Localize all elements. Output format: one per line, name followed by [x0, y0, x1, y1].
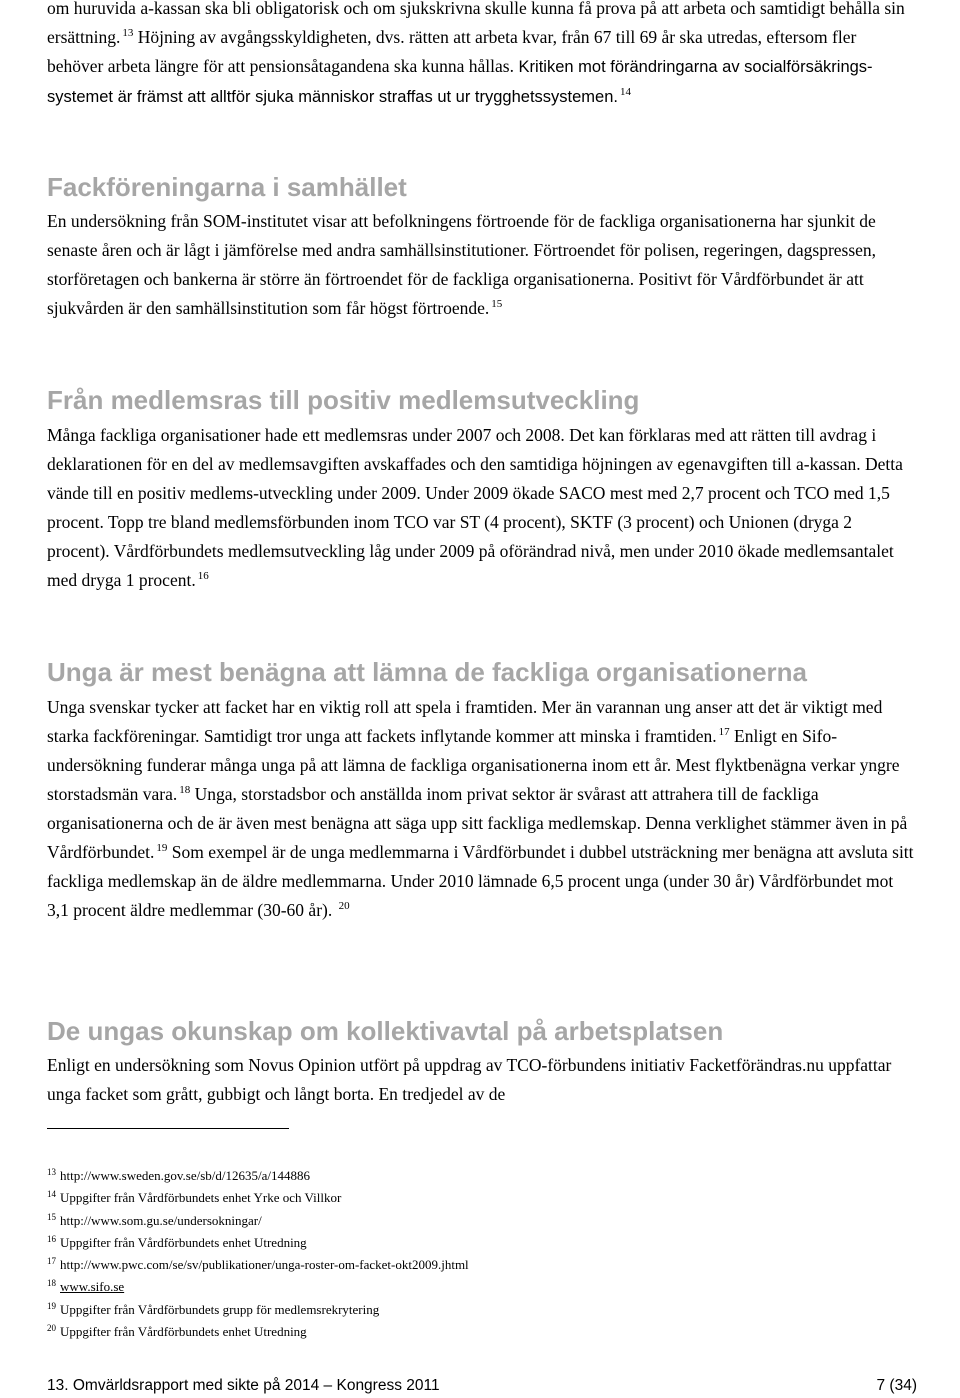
- fackforeningar-paragraph: [47, 207, 917, 323]
- footnote-ref-17: 17: [718, 726, 730, 738]
- heading-medlemsras: Från medlemsras till positiv medlemsutveckling: [47, 385, 640, 415]
- footnote-ref-20: 20: [338, 900, 350, 912]
- footnote-ref-14: 14: [619, 86, 631, 98]
- footnote-17: $^{17}$ http://www.pwc.com/se/sv/publikationer/unga-roster-om-facket-okt2009.jhtml: [47, 1256, 469, 1273]
- footnote-13-text: http://www.sweden.gov.se/sb/d/12635/a/144886: [60, 1168, 310, 1183]
- footnotes: [47, 1163, 917, 1341]
- footnote-20: $^{20}$ Uppgifter från Vårdförbundets enhet Utredning: [47, 1323, 307, 1340]
- page-footer: [47, 1376, 917, 1396]
- footnote-19: $^{19}$ Uppgifter från Vårdförbundets grupp för medlemsrekrytering: [47, 1300, 380, 1317]
- intro-text-a: om huruvida a-kassan ska bli obligatorisk och om sjukskrivna skulle kunna få prova på att arbeta och samtidigt behålla sin ersättning.: [47, 0, 905, 47]
- footnote-ref-15: 15: [491, 298, 503, 310]
- footnote-divider: [47, 1128, 289, 1129]
- intro-text-c: Kritiken mot förändringarna av socialförsäkrings-systemet är främst att alltför sjuka människor straffas ut ur trygghetssystemen.: [47, 58, 873, 106]
- heading-unga: Unga är mest benägna att lämna de fackliga organisationerna: [47, 657, 807, 687]
- unga-text-b: Enligt en Sifo-undersökning funderar många unga på att lämna de fackliga organisationerna inom ett år. Mest flyktbenägna verkar yngre storstadsmän vara.: [47, 726, 900, 804]
- footnote-15-text: http://www.som.gu.se/undersokningar/: [60, 1212, 262, 1228]
- unga-text-a: Unga svenskar tycker att facket har en viktig roll att spela i framtiden. Mer än varannan ung anser att det är viktigt med starka fackföreningar. Samtidigt tror unga att fackets inflytande kommer att minska i framtiden.: [47, 697, 883, 746]
- footnote-18: $^{18}$ www.sifo.se: [47, 1278, 125, 1295]
- heading-kollektivavtal: De ungas okunskap om kollektivavtal på arbetsplatsen: [47, 1016, 724, 1046]
- fackforeningar-text: En undersökning från SOM-institutet visar att befolkningens förtroende för de fackliga organisationerna har sjunkit de senaste åren och är lågt i jämförelse med andra samhällsinstitutioner. Förtroendet för polisen, regeringen, dagspressen, storföretagen och bankerna är större än förtroendet för de fackliga organisationerna. Positivt för Vårdförbundet är att sjukvården är den samhällsinstitution som får högst förtroende.: [47, 211, 877, 318]
- unga-text-d: Som exempel är de unga medlemmarna i Vårdförbundet i dubbel utsträckning mer benägna att avsluta sitt fackliga medlemskap än de äldre medlemmarna. Under 2010 lämnade 6,5 procent unga (under 30 år) Vårdförbundet mot 3,1 procent äldre medlemmar (30-60 år).: [47, 842, 914, 920]
- footnote-ref-19: 19: [156, 842, 168, 854]
- footnote-16: $^{16}$ Uppgifter från Vårdförbundets enhet Utredning: [47, 1233, 307, 1250]
- medlemsras-text: Många fackliga organisationer hade ett medlemsras under 2007 och 2008. Det kan förklaras med att rätten till avdrag i deklarationen för en del av medlemsavgiften avskaffades och den samtidiga höjningen av egenavgiften till a-kassan. Detta vände till en positiv medlems-utveckling under 2009. Under 2009 ökade SACO mest med 2,7 procent och TCO med 1,5 procent. Topp tre bland medlemsförbunden inom TCO var ST (4 procent), SKTF (3 procent) och Unionen (dryga 2 procent). Vårdförbundets medlemsutveckling låg under 2009 på oförändrad nivå, men under 2010 ökade medlemsantalet med dryga 1 procent.: [47, 425, 903, 590]
- footnote-13: $^{13}$ http://www.sweden.gov.se/sb/d/12635/a/144886: [47, 1167, 310, 1183]
- footer-title: 13. Omvärldsrapport med sikte på 2014 – Kongress 2011: [47, 1377, 440, 1394]
- heading-fackforeningar: Fackföreningarna i samhället: [47, 172, 407, 202]
- footnote-17-text: http://www.pwc.com/se/sv/publikationer/unga-roster-om-facket-okt2009.jhtml: [60, 1257, 469, 1273]
- footnote-ref-18: 18: [179, 784, 191, 796]
- intro-paragraph: [47, 0, 917, 112]
- footnote-ref-16: 16: [197, 570, 209, 582]
- footnote-20-text: Uppgifter från Vårdförbundets enhet Utredning: [60, 1324, 307, 1340]
- footnote-16-text: Uppgifter från Vårdförbundets enhet Utredning: [60, 1234, 307, 1250]
- footnote-18-link[interactable]: www.sifo.se: [60, 1279, 125, 1295]
- footnote-15: $^{15}$ http://www.som.gu.se/undersokningar/: [47, 1211, 262, 1228]
- intro-text-b: Höjning av avgångsskyldigheten, dvs. rätten att arbeta kvar, från 67 till 69 år ska utredas, eftersom fler behöver arbeta längre för att pensionsåtagandena ska kunna hållas.: [47, 27, 857, 76]
- unga-text-c: Unga, storstadsbor och anställda inom privat sektor är svårast att attrahera till de fackliga organisationerna och de är även mest benägna att säga upp sitt fackliga medlemskap. Denna verklighet stämmer även in på Vårdförbundet.: [47, 784, 908, 862]
- footnote-14: $^{14}$ Uppgifter från Vårdförbundets enhet Yrke och Villkor: [47, 1189, 342, 1206]
- unga-paragraph: [47, 693, 917, 925]
- page-number: 7 (34): [876, 1377, 917, 1394]
- footnote-ref-13: 13: [122, 27, 134, 39]
- kollektivavtal-paragraph: [47, 1051, 917, 1109]
- medlemsras-paragraph: [47, 421, 917, 595]
- footnote-19-text: Uppgifter från Vårdförbundets grupp för medlemsrekrytering: [60, 1301, 380, 1317]
- footnote-14-text: Uppgifter från Vårdförbundets enhet Yrke och Villkor: [60, 1190, 342, 1206]
- kollektivavtal-text: Enligt en undersökning som Novus Opinion utfört på uppdrag av TCO-förbundens initiativ Facketförändras.nu uppfattar unga facket som grått, gubbigt och långt borta. En tredjedel av de: [47, 1055, 892, 1104]
